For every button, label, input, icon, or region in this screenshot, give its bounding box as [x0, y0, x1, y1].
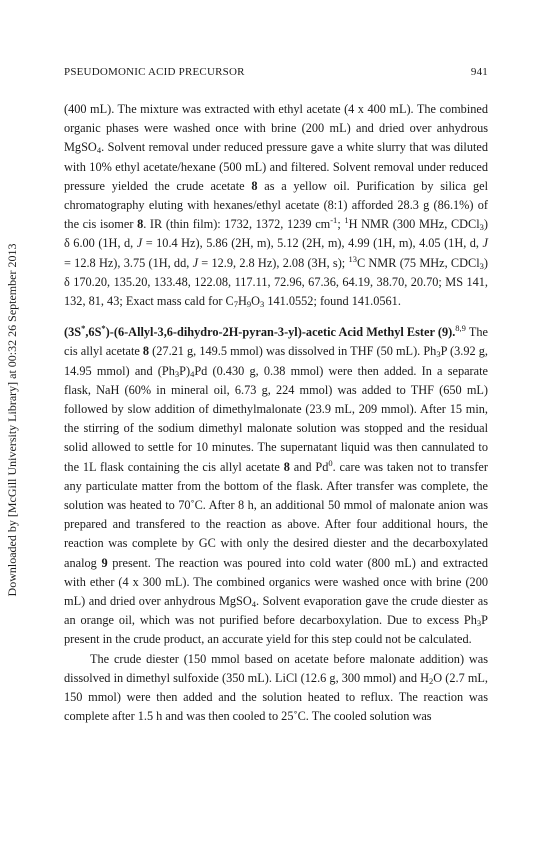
text-run: 3 [479, 222, 484, 233]
download-watermark [3, 200, 21, 640]
text-run: * [81, 323, 86, 334]
text-run: 3 [436, 349, 441, 360]
text-run: 3 [479, 260, 484, 271]
text-run: 9 [101, 555, 108, 570]
text-run: 8 [251, 178, 258, 193]
text-run: 8 [137, 217, 144, 232]
text-run: 9 [246, 299, 252, 310]
text-run: (3S [64, 325, 82, 340]
text-run: 8 [283, 459, 290, 474]
paragraph-compound-9: (3S*,6S*)-(6-Allyl-3,6-dihydro-2H-pyran-3-yl)-acetic Acid Methyl Ester (9).$^{8,9}$ The cis allyl acetate 8 (27.21 g, 149.5 mmol) was dissolved in THF (50 mL). $Ph_3P$ (3.92 g, 14.95 mmol) and $(Ph_3P)_4Pd$ (0.430 g, 0.38 mmol) were then added. In a separate flask, NaH (60% in mineral oil, 6.73 g, 224 mmol) was added to THF (650 mL) followed by slow addition of dimethylmalonate (23.9 mL, 209 mmol). After 15 min, the stirring of the sodium dimethyl malonate solution was stopped and the residual solid allowed to settle for 10 minutes. The supernatant liquid was then cannulated to the 1L flask containing the cis allyl acetate 8 and Pd$^0$. care was taken not to transfer any particulate matter from the bottom of the flask. After transfer was complete, the solution was heated to 70˚C. After 8 h, an additional 50 mmol of malonate anion was prepared and transfered to the reaction as above. After four additional hours, the reaction was complete by GC with only the desired diester and the decarboxylated analog 9 present. The reaction was poured into cold water (800 mL) and extracted with ether (4 x 300 mL). The combined organics were washed once with brine (200 mL) and dried over anhydrous MgSO$_4$. Solvent evaporation gave the crude diester as an orange oil, which was not purified before decarboxylation. Due to excess $Ph_3P$ present in the crude product, an accurate yield for this step could not be calculated. [64, 323, 488, 647]
text-run: 4 [190, 368, 195, 379]
paragraph-experimental-acetate: (400 mL). The mixture was extracted with ethyl acetate (4 x 400 mL). The combined organic phases were washed once with brine (200 mL) and dried over anhydrous MgSO$_4$. Solvent removal under reduced pressure gave a white slurry that was diluted with 10% ethyl acetate/hexane (500 mL) and filtered. Solvent removal under reduced pressure yielded the crude acetate 8 as a yellow oil. Purification by silica gel chromatography eluting with hexanes/ethyl acetate (8:1) afforded 28.3 g (86.1%) of the cis isomer 8. IR (thin film): 1732, 1372, 1239 $cm^{-1}$; $^1$H NMR (300 MHz, CDCl$_3$) δ 6.00 (1H, d, J = 10.4 Hz), 5.86 (2H, m), 5.12 (2H, m), 4.99 (1H, m), 4.05 (1H, d, J = 12.8 Hz), 3.75 (1H, dd, J = 12.9, 2.8 Hz), 2.08 (3H, s); $^{13}$C NMR (75 MHz, CDCl$_3$) δ 170.20, 135.20, 133.48, 122.08, 117.11, 72.96, 67.36, 64.19, 38.70, 20.70; MS 141, 132, 81, 43; Exact mass cald for $C_7H_9O_3$ 141.0552; found 141.0561. [64, 102, 489, 310]
paragraph-decarboxylation: The crude diester (150 mmol based on acetate before malonate addition) was dissolved in dimethyl sulfoxide (350 mL). LiCl (12.6 g, 300 mmol) and $H_2O$ (2.7 mL, 150 mmol) were then added and the solution heated to reflux. The reaction was complete after 1.5 h and was then cooled to 25˚C. The cooled solution was [64, 651, 488, 724]
text-run: 7 [233, 299, 238, 310]
text-run: J [482, 236, 488, 251]
running-title: PSEUDOMONIC ACID PRECURSOR [64, 66, 245, 78]
text-run: -1 [330, 215, 338, 226]
text-run: )-(6-Allyl-3,6-dihydro-2H-pyran-3-yl)-acetic Acid Methyl Ester (9). [105, 325, 456, 340]
download-note: Downloaded by [McGill University Library] at 00:32 26 September 2013 [5, 243, 19, 597]
text-run: 3 [174, 368, 180, 379]
text-run: 13 [348, 253, 357, 264]
text-run: 4 [251, 599, 256, 610]
text-run: 8 [142, 344, 150, 359]
running-header [64, 66, 488, 82]
text-run: 1 [344, 215, 349, 226]
page-number: 941 [470, 66, 488, 78]
article-body [64, 100, 488, 727]
text-run: 2 [429, 675, 434, 686]
text-run: J [192, 255, 199, 270]
text-run: 0 [328, 457, 333, 468]
text-run: ,6S [85, 325, 102, 340]
text-run: J [136, 236, 143, 251]
text-run: 3 [476, 618, 482, 629]
text-run: * [101, 323, 106, 334]
text-run: 8,9 [455, 323, 466, 334]
text-run: 3 [260, 299, 265, 310]
text-run: 4 [96, 145, 102, 156]
